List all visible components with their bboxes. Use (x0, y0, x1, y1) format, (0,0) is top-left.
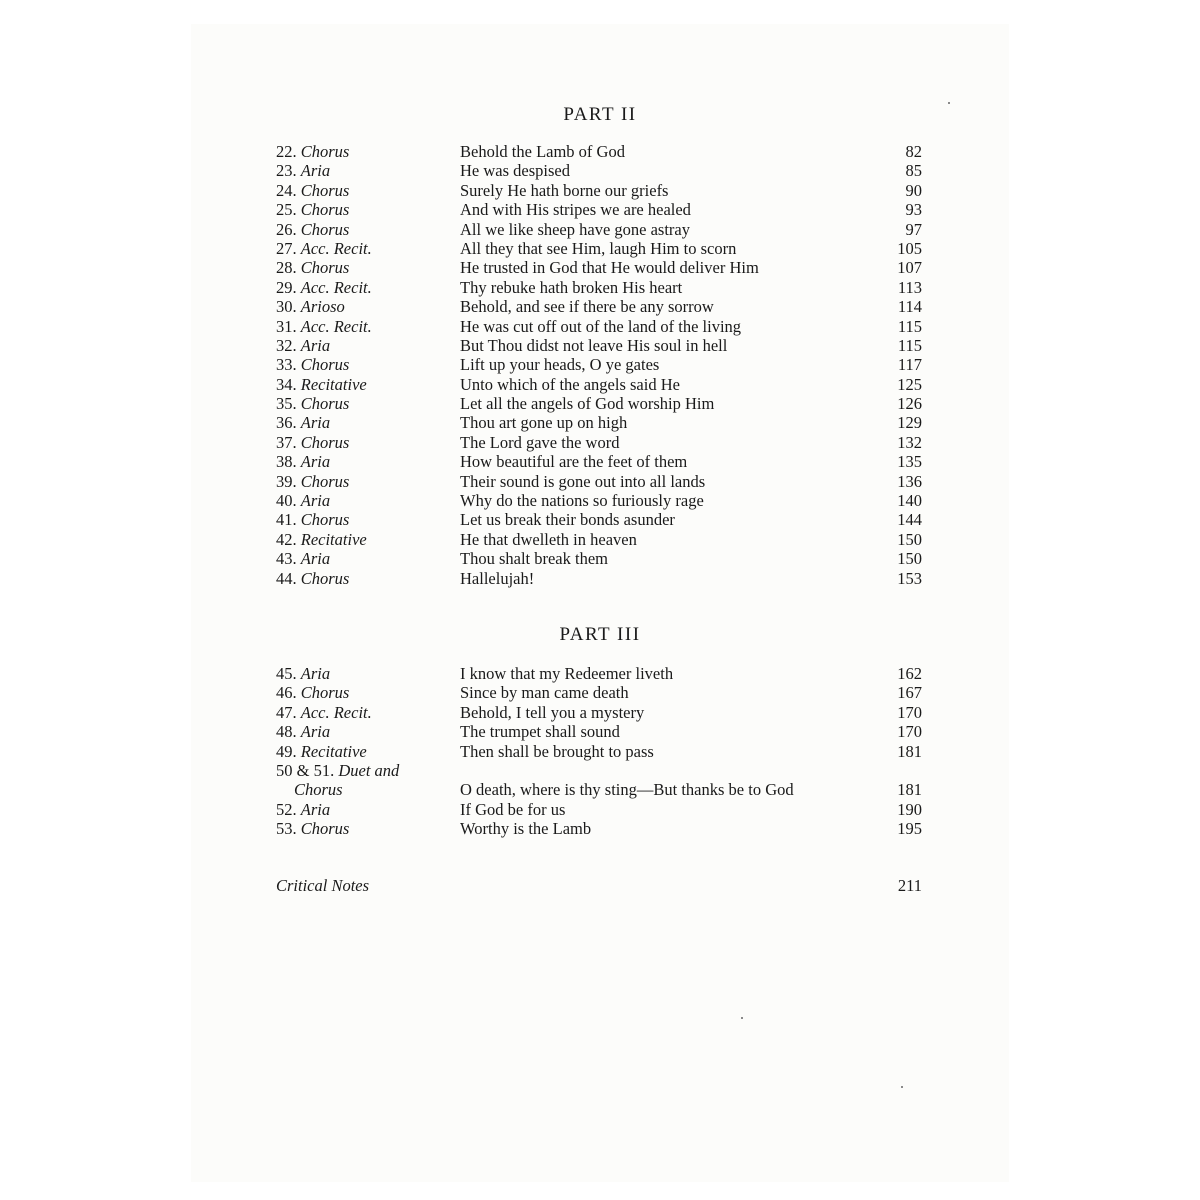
toc-row (191, 375, 1009, 394)
entry-title: He trusted in God that He would deliver Him (460, 258, 759, 278)
entry-page: 113 (897, 277, 922, 297)
entry-type: Chorus (300, 819, 350, 839)
entry-number: 24. Chorus (276, 180, 350, 200)
entry-page: 167 (897, 683, 922, 703)
toc-row (191, 742, 1009, 761)
entry-type: Chorus (300, 258, 350, 278)
entry-title: Since by man came death (460, 683, 629, 703)
entry-title: Behold the Lamb of God (460, 142, 625, 161)
toc-row (191, 780, 1009, 799)
entry-title: Worthy is the Lamb (460, 819, 592, 839)
toc-row (191, 394, 1009, 413)
entry-number: 53. Chorus (276, 819, 350, 839)
toc-row (191, 510, 1009, 529)
entry-number: 34. Recitative (276, 374, 367, 394)
entry-page: 115 (897, 316, 922, 336)
entry-page: 140 (897, 491, 922, 511)
entry-type: Duet and (338, 760, 400, 780)
entry-title: He was despised (460, 161, 570, 181)
entry-title: Thy rebuke hath broken His heart (460, 277, 683, 297)
entry-title: O death, where is thy sting—But thanks be to God (460, 780, 794, 800)
entry-type: Chorus (300, 200, 350, 220)
entry-title: Why do the nations so furiously rage (460, 491, 704, 511)
entry-number: 30. Arioso (276, 297, 345, 317)
entry-number: 49. Recitative (276, 741, 367, 761)
entry-type: Aria (300, 549, 331, 569)
entry-number: 39. Chorus (276, 471, 350, 491)
entry-page: 117 (897, 355, 922, 375)
entry-number: 38. Aria (276, 452, 331, 472)
toc-row (191, 703, 1009, 722)
critical-notes-entry (191, 876, 1009, 895)
entry-page: 129 (897, 413, 922, 433)
entry-page: 150 (897, 529, 922, 549)
entry-type: Recitative (300, 741, 367, 761)
entry-type: Aria (300, 335, 331, 355)
entry-number: 35. Chorus (276, 394, 350, 414)
entry-type: Aria (300, 664, 331, 683)
entry-page: 190 (897, 799, 922, 819)
entry-title: Hallelujah! (460, 568, 535, 588)
toc-row (191, 664, 1009, 683)
entry-title: I know that my Redeemer liveth (460, 664, 674, 683)
entry-type: Acc. Recit. (300, 702, 372, 722)
toc-row (191, 278, 1009, 297)
entry-number: 37. Chorus (276, 432, 350, 452)
entry-number: 32. Aria (276, 335, 331, 355)
entry-page: 136 (897, 471, 922, 491)
toc-row (191, 549, 1009, 568)
entry-title: Let us break their bonds asunder (460, 510, 675, 530)
entry-title: Unto which of the angels said He (460, 374, 680, 394)
print-speck (901, 1086, 903, 1088)
entry-type: Aria (300, 452, 331, 472)
entry-page: 105 (897, 238, 922, 258)
entry-type: Recitative (300, 374, 367, 394)
toc-row (191, 800, 1009, 819)
entry-title: Thou shalt break them (460, 549, 609, 569)
print-speck (741, 1017, 743, 1019)
entry-type: Chorus (300, 683, 350, 703)
toc-row (191, 142, 1009, 161)
toc-row (191, 683, 1009, 702)
toc-row (191, 452, 1009, 471)
entry-title: Then shall be brought to pass (460, 741, 654, 761)
entry-type: Aria (300, 799, 331, 819)
entry-type: Chorus (300, 432, 350, 452)
entry-page: 153 (897, 568, 922, 588)
entry-number: 29. Acc. Recit. (276, 277, 372, 297)
entry-number: 44. Chorus (276, 568, 350, 588)
entry-page: 126 (897, 394, 922, 414)
entry-page: 170 (897, 722, 922, 742)
entry-number: 28. Chorus (276, 258, 350, 278)
toc-row (191, 317, 1009, 336)
entry-number: 23. Aria (276, 161, 331, 181)
entry-page: 162 (897, 664, 922, 683)
toc-row (191, 491, 1009, 510)
critical-notes-label: Critical Notes (276, 876, 370, 895)
toc-row (191, 336, 1009, 355)
entry-type-continued: Chorus (294, 780, 343, 800)
entry-number: 46. Chorus (276, 683, 350, 703)
entry-page: 97 (905, 219, 922, 239)
entry-title: Behold, and see if there be any sorrow (460, 297, 714, 317)
entry-page: 125 (897, 374, 922, 394)
entry-title: Thou art gone up on high (460, 413, 628, 433)
entry-type: Chorus (300, 142, 350, 161)
toc-row (191, 161, 1009, 180)
entry-title: All they that see Him, laugh Him to scorn (460, 238, 737, 258)
entry-type: Aria (300, 413, 331, 433)
entry-page: 135 (897, 452, 922, 472)
entry-number: 48. Aria (276, 722, 331, 742)
entry-page: 170 (897, 702, 922, 722)
toc-row (191, 239, 1009, 258)
critical-notes-page: 211 (897, 876, 922, 895)
entry-number: 50 & 51. Duet and (276, 760, 400, 780)
entry-number: 33. Chorus (276, 355, 350, 375)
document-page (191, 24, 1009, 1182)
entry-number: 26. Chorus (276, 219, 350, 239)
entry-number: 40. Aria (276, 491, 331, 511)
toc-row (191, 297, 1009, 316)
toc-row (191, 530, 1009, 549)
entry-type: Acc. Recit. (300, 277, 372, 297)
entry-page: 85 (905, 161, 922, 181)
entry-type: Chorus (300, 510, 350, 530)
part-ii-contents (191, 142, 1009, 588)
part-iii-contents (191, 664, 1009, 839)
entry-title: Their sound is gone out into all lands (460, 471, 706, 491)
entry-page: 107 (897, 258, 922, 278)
entry-type: Aria (300, 491, 331, 511)
entry-type: Chorus (300, 394, 350, 414)
entry-type: Recitative (300, 529, 367, 549)
toc-row (191, 569, 1009, 588)
entry-number: 43. Aria (276, 549, 331, 569)
entry-title: But Thou didst not leave His soul in hell (460, 335, 728, 355)
toc-row (191, 876, 1009, 895)
entry-number: 45. Aria (276, 664, 331, 683)
entry-number: 22. Chorus (276, 142, 350, 161)
toc-row (191, 819, 1009, 838)
entry-title: The Lord gave the word (460, 432, 620, 452)
entry-type: Chorus (300, 180, 350, 200)
entry-number: 41. Chorus (276, 510, 350, 530)
toc-row (191, 355, 1009, 374)
entry-type: Chorus (300, 568, 350, 588)
entry-type: Chorus (300, 219, 350, 239)
entry-number: 27. Acc. Recit. (276, 238, 372, 258)
part-iii-heading: PART III (559, 624, 641, 645)
entry-title: He that dwelleth in heaven (460, 529, 637, 549)
entry-title: Surely He hath borne our griefs (460, 180, 669, 200)
entry-title: If God be for us (460, 799, 566, 819)
entry-type: Acc. Recit. (300, 316, 372, 336)
entry-type: Aria (300, 722, 331, 742)
toc-row (191, 258, 1009, 277)
toc-row (191, 413, 1009, 432)
entry-page: 181 (897, 780, 922, 800)
entry-number: 42. Recitative (276, 529, 367, 549)
part-ii-heading: PART II (563, 104, 637, 125)
toc-row (191, 722, 1009, 741)
entry-page: 195 (897, 819, 922, 839)
toc-row (191, 220, 1009, 239)
toc-row (191, 433, 1009, 452)
toc-row (191, 181, 1009, 200)
entry-page: 114 (897, 297, 922, 317)
entry-title: The trumpet shall sound (460, 722, 620, 742)
entry-number: 25. Chorus (276, 200, 350, 220)
entry-title: How beautiful are the feet of them (460, 452, 688, 472)
entry-page: 93 (905, 200, 922, 220)
print-speck (948, 102, 950, 104)
entry-number: 36. Aria (276, 413, 331, 433)
entry-page: 150 (897, 549, 922, 569)
entry-type: Arioso (300, 297, 345, 317)
entry-number: 31. Acc. Recit. (276, 316, 372, 336)
entry-number: 52. Aria (276, 799, 331, 819)
entry-page: 132 (897, 432, 922, 452)
toc-row (191, 761, 1009, 780)
entry-title: Behold, I tell you a mystery (460, 702, 645, 722)
entry-type: Acc. Recit. (300, 238, 372, 258)
entry-page: 82 (905, 142, 922, 161)
entry-title: All we like sheep have gone astray (460, 219, 691, 239)
entry-title: Let all the angels of God worship Him (460, 394, 715, 414)
entry-title: He was cut off out of the land of the living (460, 316, 742, 336)
entry-type: Aria (300, 161, 331, 181)
entry-page: 115 (897, 335, 922, 355)
toc-row (191, 472, 1009, 491)
entry-title: And with His stripes we are healed (460, 200, 691, 220)
entry-type: Chorus (300, 355, 350, 375)
entry-page: 181 (897, 741, 922, 761)
entry-page: 90 (905, 180, 922, 200)
entry-type: Chorus (300, 471, 350, 491)
toc-row (191, 200, 1009, 219)
entry-page: 144 (897, 510, 922, 530)
entry-number: 47. Acc. Recit. (276, 702, 372, 722)
entry-title: Lift up your heads, O ye gates (460, 355, 660, 375)
